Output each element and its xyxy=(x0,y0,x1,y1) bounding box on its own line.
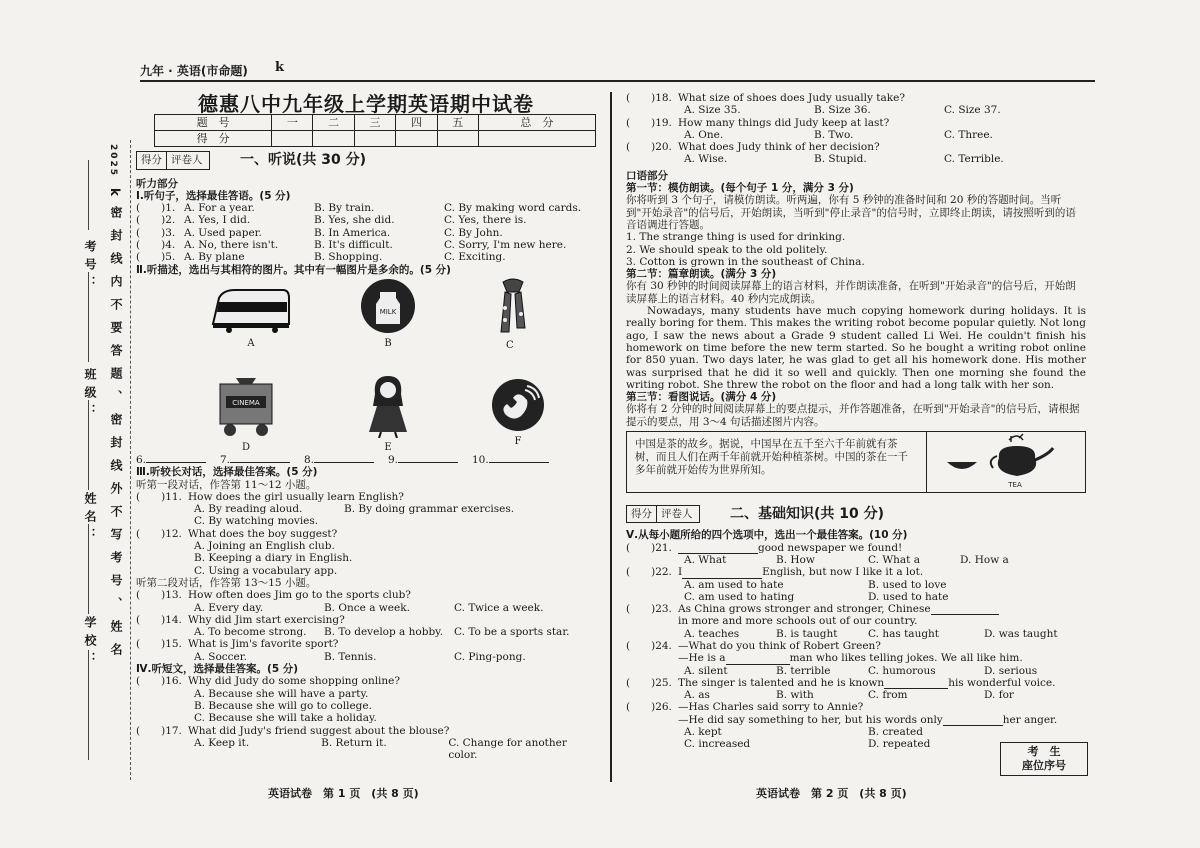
option: A. To become strong. xyxy=(194,626,307,639)
section1-header xyxy=(136,151,596,169)
question-21 xyxy=(626,542,1086,554)
picture-label: E xyxy=(384,442,392,454)
question-5 xyxy=(136,251,596,263)
option: B. To develop a hobby. xyxy=(324,626,444,639)
option: B. Two. xyxy=(814,128,854,141)
question-text: What did Judy's friend suggest about the blouse? xyxy=(188,724,450,737)
dialog2-intro: 听第二段对话，作答第 13～15 小题。 xyxy=(136,576,317,589)
header-mark: k xyxy=(275,60,285,75)
question-22 xyxy=(626,566,1086,578)
question-2 xyxy=(136,214,596,226)
question-number[interactable]: ( )23. xyxy=(626,603,672,616)
question-number[interactable]: ( )21. xyxy=(626,541,672,554)
oral-s2-title: 第二节：篇章朗读。(满分 3 分) xyxy=(626,268,777,281)
option: C. Twice a week. xyxy=(454,601,544,614)
reading-passage: Nowadays, many students have much copying homework during holidays. It is really boring for them. This makes the writing robot become popular quietly. Not long ago, I saw the news about a Grade 9 student called Li Wei. He couldn't finish his homework on time before the new term started. So he bought a writing robot online for 850 yuan. Two days later, he was glad to get all his homework done. His mother was surprised that he did it so well and quickly. Then one morning she found the writing robot. She threw the robot on the floor and had a long talk with her son. xyxy=(626,305,1086,391)
question-15 xyxy=(136,638,596,650)
option: D. was taught xyxy=(984,627,1058,640)
question-11-options xyxy=(136,503,596,515)
option: C. To be a sports star. xyxy=(454,626,570,639)
picture-f xyxy=(488,378,548,449)
option: A. Wise. xyxy=(684,153,728,166)
option: B. It's difficult. xyxy=(314,239,393,252)
grader-label: 评卷人 xyxy=(171,154,203,167)
oral-s3-instruction: 你将有 2 分钟的时间阅读屏幕上的要点提示，并作答题准备，在听到"开始录音"的信号后，请根据提示的要点，用 3～4 句话描述图片内容。 xyxy=(626,403,1080,428)
question-text: —He is a xyxy=(678,652,726,665)
question-text: How does the girl usually learn English? xyxy=(188,490,404,503)
answer-blank[interactable] xyxy=(884,677,948,689)
question-number[interactable]: ( )22. xyxy=(626,566,672,579)
question-22-options-1 xyxy=(626,579,1086,591)
picture-label: B xyxy=(384,338,392,350)
option: A. Keep it. xyxy=(194,736,250,749)
question-number[interactable]: ( )24. xyxy=(626,639,672,652)
option: B. How xyxy=(776,553,815,566)
option: A. Soccer. xyxy=(194,650,247,663)
teapot-icon xyxy=(927,432,1077,490)
grade-label: 九年 · 英语(市命题) xyxy=(140,64,248,78)
question-1 xyxy=(136,202,596,214)
question-text: What size of shoes does Judy usually take? xyxy=(678,92,905,104)
question-number[interactable]: ( )2. xyxy=(136,214,176,227)
question-4 xyxy=(136,239,596,251)
option: A. One. xyxy=(684,128,724,141)
question-23 xyxy=(626,603,1086,615)
seat-number-box[interactable] xyxy=(1000,742,1088,776)
answer-blank[interactable] xyxy=(682,566,762,578)
question-number[interactable]: ( )3. xyxy=(136,226,176,239)
score-row-label: 得 分 xyxy=(155,131,272,147)
score-cell[interactable] xyxy=(354,131,395,147)
question-22-options-2 xyxy=(626,591,1086,603)
grader-score-label: 得分 xyxy=(137,152,167,168)
part1-title: Ⅰ.听句子，选择最佳答语。(5 分) xyxy=(136,189,291,202)
question-number[interactable]: ( )25. xyxy=(626,676,672,689)
option: B. Size 36. xyxy=(814,104,871,117)
option: A. Used paper. xyxy=(184,226,262,239)
option: B. Shopping. xyxy=(314,251,383,264)
question-text: English, but now I like it a lot. xyxy=(762,566,924,579)
score-cell[interactable] xyxy=(272,131,313,147)
dialog1-intro: 听第一段对话，作答第 11～12 小题。 xyxy=(136,478,317,491)
question-14-options xyxy=(136,626,596,638)
sentence-1: 1. The strange thing is used for drinking. xyxy=(626,231,846,244)
question-11 xyxy=(136,491,596,503)
question-26 xyxy=(626,701,1086,713)
picture-a xyxy=(206,284,296,351)
train-icon xyxy=(209,284,293,334)
question-text: What does the boy suggest? xyxy=(188,527,338,540)
question-text: Why did Judy do some shopping online? xyxy=(188,675,401,688)
section2-title: 二、基础知识(共 10 分) xyxy=(730,506,885,523)
blank-label: 6. xyxy=(136,453,147,466)
option: B. Keeping a diary in English. xyxy=(194,552,353,565)
question-number[interactable]: ( )14. xyxy=(136,613,182,626)
picture-e xyxy=(358,372,418,455)
question-23-options xyxy=(626,628,1086,640)
option: C. What a xyxy=(868,553,920,566)
option: A. Joining an English club. xyxy=(194,540,335,553)
tea-picture xyxy=(927,432,1085,492)
option: B. is taught xyxy=(776,627,838,640)
question-text: The singer is talented and he is known xyxy=(678,676,885,689)
question-26-options-1 xyxy=(626,726,1086,738)
option: C. By watching movies. xyxy=(194,515,319,528)
score-header: 三 xyxy=(354,115,395,131)
option: A. No, there isn't. xyxy=(184,239,279,252)
option: C. Three. xyxy=(944,128,993,141)
question-12 xyxy=(136,528,596,540)
question-number[interactable]: ( )15. xyxy=(136,638,182,651)
option: B. terrible xyxy=(776,664,831,677)
question-text: her anger. xyxy=(1002,713,1058,726)
part3-title: Ⅲ.听较长对话，选择最佳答案。(5 分) xyxy=(136,466,318,479)
option: C. Size 37. xyxy=(944,104,1001,117)
answer-blank[interactable] xyxy=(678,542,758,554)
question-text: Why did Jim start exercising? xyxy=(188,613,345,626)
part2-title: Ⅱ.听描述，选出与其相符的图片。其中有一幅图片是多余的。(5 分) xyxy=(136,263,451,276)
label-school: 学校： xyxy=(83,616,97,670)
score-header: 五 xyxy=(437,115,478,131)
answer-blank[interactable] xyxy=(931,603,999,615)
question-24-options xyxy=(626,665,1086,677)
option: A. By reading aloud. xyxy=(194,503,303,516)
question-number[interactable]: ( )18. xyxy=(626,92,672,104)
question-text: As China grows stronger and stronger, Chinese xyxy=(678,603,931,616)
option: A. am used to hate xyxy=(684,578,784,591)
tea-box xyxy=(626,431,1086,493)
question-3 xyxy=(136,227,596,239)
option: B. Tennis. xyxy=(324,650,377,663)
question-13-options xyxy=(136,602,596,614)
option: C. Sorry, I'm new here. xyxy=(444,239,567,252)
seat-label-1: 考 生 xyxy=(1027,745,1061,758)
option: A. Yes, I did. xyxy=(184,214,251,227)
label-name: 姓名： xyxy=(83,492,97,546)
option: C. Exciting. xyxy=(444,251,506,264)
score-header: 二 xyxy=(313,115,354,131)
question-text: I xyxy=(678,566,683,579)
grader-box xyxy=(626,505,700,523)
question-19-options xyxy=(626,129,1086,141)
blank-label: 7. xyxy=(220,453,231,466)
score-cell[interactable] xyxy=(396,131,437,147)
option: C. Using a vocabulary app. xyxy=(194,564,338,577)
girl-icon xyxy=(363,372,413,438)
page-divider xyxy=(610,92,612,782)
part5-title: Ⅴ.从每小题所给的四个选项中，选出一个最佳答案。(10 分) xyxy=(626,529,908,542)
grader-score-label: 得分 xyxy=(627,506,657,522)
option: A. Because she will have a party. xyxy=(194,687,369,700)
option: C. has taught xyxy=(868,627,940,640)
name-line[interactable] xyxy=(88,400,89,490)
question-15-options xyxy=(136,651,596,663)
tea-text: 中国是茶的故乡。据说，中国早在五千至六千年前就有茶树，而且人们在两千年前就开始种植茶树。中国的茶在一千多年前就开始传为世界所知。 xyxy=(627,432,927,492)
option: C. humorous xyxy=(868,664,936,677)
option: C. By John. xyxy=(444,226,503,239)
option: A. What xyxy=(684,553,727,566)
scarf-icon xyxy=(493,278,533,336)
question-24-line2 xyxy=(626,652,1086,664)
option: A. silent xyxy=(684,664,728,677)
question-20 xyxy=(626,141,1086,153)
score-header: 四 xyxy=(396,115,437,131)
question-26-line2 xyxy=(626,714,1086,726)
option: C. Change for another color. xyxy=(448,736,567,762)
answer-blank[interactable] xyxy=(726,652,790,664)
header-rule xyxy=(140,80,1095,82)
option: B. with xyxy=(776,689,814,702)
cinema-icon xyxy=(216,376,276,438)
question-25 xyxy=(626,677,1086,689)
milk-icon xyxy=(360,278,416,334)
question-number[interactable]: ( )19. xyxy=(626,116,672,129)
question-24 xyxy=(626,640,1086,652)
question-17 xyxy=(136,725,596,737)
option: A. teaches xyxy=(684,627,740,640)
milk-text: MILK xyxy=(379,307,397,316)
picture-label: F xyxy=(514,436,522,448)
score-table xyxy=(154,114,596,147)
margin-year: 2025 xyxy=(108,144,118,178)
question-number[interactable]: ( )1. xyxy=(136,202,176,215)
question-number[interactable]: ( )13. xyxy=(136,589,182,602)
phone-icon xyxy=(491,378,545,432)
option: C. from xyxy=(868,689,908,702)
section1-title: 一、听说(共 30 分) xyxy=(240,152,367,169)
option: C. increased xyxy=(684,738,751,751)
label-class: 班级： xyxy=(83,368,97,422)
oral-title: 口语部分 xyxy=(626,169,668,182)
oral-s1-title: 第一节：模仿朗读。(每个句子 1 分，满分 3 分) xyxy=(626,182,854,195)
section2-header xyxy=(626,505,1086,523)
option: B. Stupid. xyxy=(814,153,867,166)
score-header: 一 xyxy=(272,115,313,131)
option: D. serious xyxy=(984,664,1038,677)
question-text: —What do you think of Robert Green? xyxy=(678,639,881,652)
page-2 xyxy=(626,92,1086,751)
exam-title: 德惠八中九年级上学期英语期中试卷 xyxy=(198,92,534,116)
school-line-2[interactable] xyxy=(88,650,89,760)
listening-label: 听力部分 xyxy=(136,177,178,190)
exam-number-line[interactable] xyxy=(88,160,89,230)
question-number[interactable]: ( )20. xyxy=(626,141,672,154)
footer-page-2: 英语试卷 第 2 页 (共 8 页) xyxy=(756,787,907,800)
question-14 xyxy=(136,614,596,626)
score-cell[interactable] xyxy=(437,131,478,147)
picture-label: C xyxy=(506,340,514,352)
part4-title: Ⅳ.听短文，选择最佳答案。(5 分) xyxy=(136,663,299,676)
sentence-2: 2. We should speak to the old politely. xyxy=(626,243,828,256)
school-line[interactable] xyxy=(88,524,89,614)
score-header: 总 分 xyxy=(478,115,595,131)
option: B. Because she will go to college. xyxy=(194,699,372,712)
picture-label: A xyxy=(247,338,255,350)
picture-set xyxy=(136,276,596,456)
question-text: —He did say something to her, but his words only xyxy=(678,713,943,726)
question-number[interactable]: ( )5. xyxy=(136,251,176,264)
option: A. as xyxy=(684,689,710,702)
option: D. used to hate xyxy=(868,590,949,603)
question-20-options xyxy=(626,153,1086,165)
question-18 xyxy=(626,92,1086,104)
oral-s2-instruction: 你有 30 秒钟的时间阅读屏幕上的语言材料，并作朗读准备，在听到"开始录音"的信号后，开始朗读屏幕上的语言材料。40 秒内完成朗读。 xyxy=(626,280,1076,305)
option: B. Yes, she did. xyxy=(314,214,395,227)
option: A. For a year. xyxy=(184,202,255,215)
question-text: How often does Jim go to the sports club? xyxy=(188,589,411,602)
oral-s3-title: 第三节：看图说话。(满分 4 分) xyxy=(626,391,777,404)
option: D. for xyxy=(984,689,1014,702)
footer-page-1: 英语试卷 第 1 页 (共 8 页) xyxy=(268,787,419,800)
option: A. Size 35. xyxy=(684,104,741,117)
question-text-cont: in more and more schools out of our country. xyxy=(678,615,918,628)
option: B. used to love xyxy=(868,578,947,591)
seat-label-2: 座位序号 xyxy=(1022,759,1066,772)
score-cell[interactable] xyxy=(478,131,595,147)
question-17-options xyxy=(136,737,596,762)
question-number[interactable]: ( )16. xyxy=(136,675,182,688)
label-exam-number: 考号： xyxy=(83,240,97,294)
option: B. Once a week. xyxy=(324,601,410,614)
question-number[interactable]: ( )12. xyxy=(136,527,182,540)
sentence-3: 3. Cotton is grown in the southeast of China. xyxy=(626,255,865,268)
question-number[interactable]: ( )17. xyxy=(136,724,182,737)
cinema-text: CINEMA xyxy=(232,398,260,407)
option: C. By making word cards. xyxy=(444,202,582,215)
option: C. Yes, there is. xyxy=(444,214,527,227)
question-21-options xyxy=(626,554,1086,566)
option: B. In America. xyxy=(314,226,391,239)
seal-cut-line xyxy=(130,140,131,780)
option: C. Because she will take a holiday. xyxy=(194,712,377,725)
option: B. By train. xyxy=(314,202,375,215)
question-16 xyxy=(136,675,596,687)
blank-label: 9. xyxy=(388,453,399,466)
picture-b xyxy=(358,278,418,351)
answer-blank[interactable] xyxy=(943,714,1003,726)
question-text: good newspaper we found! xyxy=(758,541,903,554)
grader-box xyxy=(136,151,210,169)
picture-label: D xyxy=(241,442,251,454)
question-text: —Has Charles said sorry to Annie? xyxy=(678,701,864,714)
picture-d xyxy=(206,376,286,455)
blank-label: 8. xyxy=(304,453,315,466)
grader-label: 评卷人 xyxy=(661,508,693,521)
blank-label: 10. xyxy=(472,453,489,466)
question-text: What is Jim's favorite sport? xyxy=(188,638,339,651)
option: B. Return it. xyxy=(321,736,387,749)
question-13 xyxy=(136,589,596,601)
picture-c xyxy=(488,278,538,353)
question-19 xyxy=(626,117,1086,129)
option: A. Every day. xyxy=(194,601,264,614)
seal-text: 密封线内不要答题、密封线外不写考号、姓名 xyxy=(109,206,123,666)
option: D. repeated xyxy=(868,738,931,751)
question-number[interactable]: ( )4. xyxy=(136,239,176,252)
question-text: his wonderful voice. xyxy=(948,676,1056,689)
class-line[interactable] xyxy=(88,272,89,362)
option: C. Terrible. xyxy=(944,153,1004,166)
score-header: 题 号 xyxy=(155,115,272,131)
tea-label: TEA xyxy=(1008,481,1022,490)
option: B. created xyxy=(868,726,923,739)
question-text: man who likes telling jokes. We all like him. xyxy=(789,652,1023,665)
option: C. Ping-pong. xyxy=(454,650,526,663)
margin-k: k xyxy=(108,188,122,210)
question-number[interactable]: ( )26. xyxy=(626,701,672,714)
question-text: What does Judy think of her decision? xyxy=(678,141,880,154)
option: C. am used to hating xyxy=(684,590,795,603)
option: A. By plane xyxy=(184,251,245,264)
option: A. kept xyxy=(684,726,722,739)
question-18-options xyxy=(626,104,1086,116)
question-25-options xyxy=(626,689,1086,701)
part1-questions xyxy=(136,202,596,263)
question-number[interactable]: ( )11. xyxy=(136,490,182,503)
option: B. By doing grammar exercises. xyxy=(344,503,515,516)
page-1 xyxy=(136,92,596,761)
score-cell[interactable] xyxy=(313,131,354,147)
question-text: How many things did Judy keep at last? xyxy=(678,116,890,129)
option: D. How a xyxy=(960,553,1009,566)
oral-s1-instruction: 你将听到 3 个句子，请模仿朗读。听两遍，你有 5 秒钟的准备时间和 20 秒的答题时间。当听到"开始录音"的信号后，开始朗读，当听到"停止录音"的信号时，立即终止朗读，请按照听到的语音语调进行答题。 xyxy=(626,194,1076,231)
